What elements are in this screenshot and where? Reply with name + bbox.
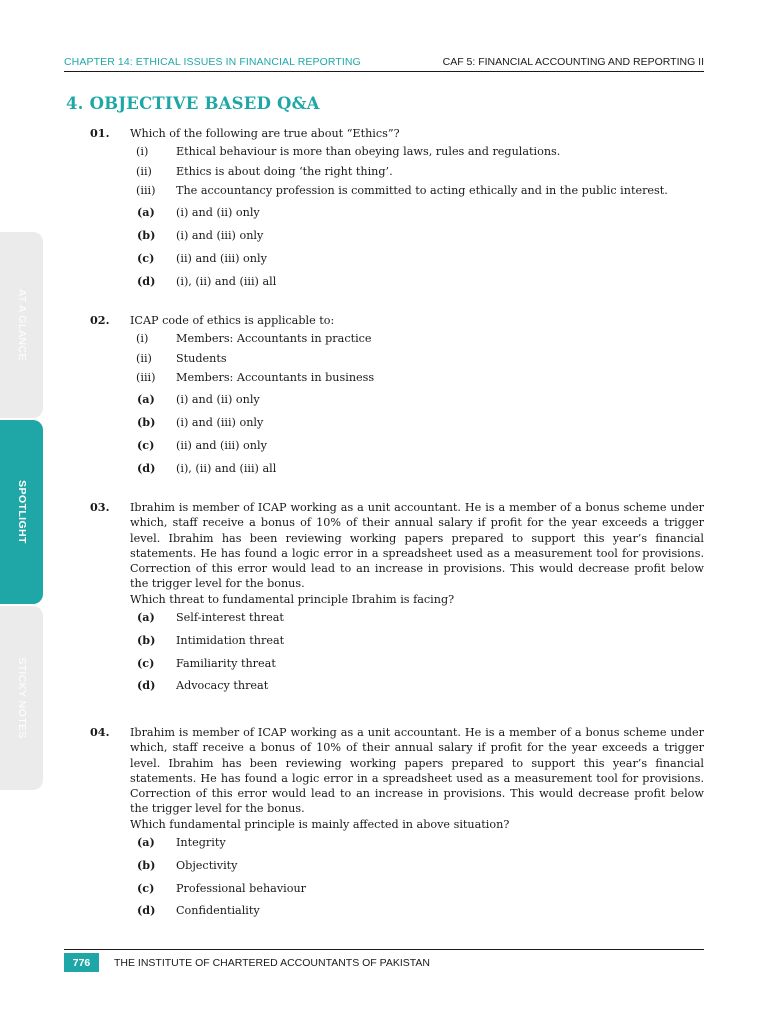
statement-label: (iii) (136, 183, 156, 197)
option-label: (d) (137, 678, 156, 693)
footer-institute: THE INSTITUTE OF CHARTERED ACCOUNTANTS OF PAKISTAN (114, 957, 430, 969)
option-item[interactable] (130, 835, 704, 858)
course-title: CAF 5: FINANCIAL ACCOUNTING AND REPORTING II (442, 56, 704, 68)
page-number: 776 (64, 953, 99, 972)
option-text: (i) and (ii) only (176, 393, 260, 407)
question-number: 02. (90, 313, 110, 327)
option-text: Advocacy threat (176, 679, 269, 693)
statement-label: (ii) (136, 164, 152, 178)
statement-text: Ethics is about doing ‘the right thing’. (176, 164, 393, 178)
chapter-title: CHAPTER 14: ETHICAL ISSUES IN FINANCIAL REPORTING (64, 56, 361, 68)
option-item[interactable] (130, 205, 704, 228)
option-label: (d) (137, 273, 156, 288)
option-list (130, 835, 704, 926)
option-label: (b) (137, 227, 156, 242)
question-text: Which of the following are true about “Ethics”? (130, 127, 400, 140)
option-item[interactable] (130, 392, 704, 415)
header-divider (64, 71, 704, 72)
option-label: (c) (137, 437, 155, 452)
option-label: (a) (137, 392, 155, 407)
question-02 (90, 313, 704, 483)
footer-divider (64, 949, 704, 950)
statement-text: Members: Accountants in practice (176, 332, 372, 346)
side-tab-label: STICKY NOTES (15, 657, 28, 739)
option-list (130, 392, 704, 483)
option-label: (c) (137, 880, 155, 895)
question-03 (90, 500, 704, 701)
option-label: (b) (137, 414, 156, 429)
question-text: ICAP code of ethics is applicable to: (130, 314, 335, 327)
statement-item (130, 370, 704, 389)
option-label: (a) (137, 205, 155, 220)
page-header (64, 56, 704, 70)
question-prompt: Which threat to fundamental principle Ibrahim is facing? (130, 592, 455, 606)
question-04 (90, 725, 704, 926)
side-tab-spotlight[interactable] (0, 420, 43, 604)
statement-list (130, 144, 704, 202)
option-text: Professional behaviour (176, 881, 307, 895)
option-text: (i) and (iii) only (176, 228, 264, 242)
option-text: Integrity (176, 836, 226, 850)
option-item[interactable] (130, 903, 704, 926)
question-01 (90, 126, 704, 296)
statement-label: (ii) (136, 351, 152, 365)
option-item[interactable] (130, 251, 704, 274)
option-item[interactable] (130, 678, 704, 701)
option-label: (c) (137, 250, 155, 265)
option-text: (i) and (iii) only (176, 415, 264, 429)
question-number: 03. (90, 500, 110, 514)
statement-item (130, 351, 704, 370)
side-tab-label: AT A GLANCE (15, 289, 28, 361)
option-list (130, 610, 704, 701)
option-item[interactable] (130, 858, 704, 881)
option-text: Intimidation threat (176, 633, 285, 647)
option-label: (c) (137, 655, 155, 670)
option-text: Objectivity (176, 858, 238, 872)
statement-text: Members: Accountants in business (176, 370, 375, 384)
side-tab-at-a-glance[interactable] (0, 232, 43, 418)
statement-text: Ethical behaviour is more than obeying laws, rules and regulations. (176, 145, 561, 159)
side-tab-label: SPOTLIGHT (15, 480, 28, 544)
side-tab-sticky-notes[interactable] (0, 606, 43, 790)
option-item[interactable] (130, 461, 704, 484)
option-label: (b) (137, 857, 156, 872)
option-text: Familiarity threat (176, 656, 276, 670)
option-label: (d) (137, 460, 156, 475)
option-label: (d) (137, 903, 156, 918)
statement-item (130, 331, 704, 350)
option-text: (i) and (ii) only (176, 206, 260, 220)
statement-text: The accountancy profession is committed to acting ethically and in the public interest. (176, 183, 668, 197)
option-item[interactable] (130, 656, 704, 679)
option-text: Confidentiality (176, 904, 260, 918)
statement-label: (iii) (136, 370, 156, 384)
statement-item (130, 183, 704, 202)
statement-item (130, 164, 704, 183)
option-item[interactable] (130, 415, 704, 438)
option-text: (ii) and (iii) only (176, 438, 267, 452)
option-item[interactable] (130, 228, 704, 251)
question-text: Ibrahim is member of ICAP working as a unit accountant. He is a member of a bonus scheme under which, staff receive a bonus of 10% of their annual salary if profit for the year exceeds a trigger level. Ibrahim has been reviewing working papers prepared to support this year’s financial statements. He has found a logic error in a spreadsheet used as a measurement tool for provisions. Correction of this error would lead to an increase in provisions. This would decrease profit below the trigger level for the bonus. (130, 726, 704, 816)
option-item[interactable] (130, 633, 704, 656)
statement-label: (i) (136, 332, 149, 346)
option-item[interactable] (130, 881, 704, 904)
option-label: (a) (137, 835, 155, 850)
option-text: (i), (ii) and (iii) all (176, 274, 277, 288)
section-title: 4. OBJECTIVE BASED Q&A (66, 94, 320, 113)
statement-item (130, 144, 704, 163)
option-text: Self-interest threat (176, 611, 284, 625)
statement-list (130, 331, 704, 389)
option-item[interactable] (130, 610, 704, 633)
statement-label: (i) (136, 145, 149, 159)
option-text: (ii) and (iii) only (176, 251, 267, 265)
option-item[interactable] (130, 438, 704, 461)
question-prompt: Which fundamental principle is mainly affected in above situation? (130, 817, 510, 831)
option-label: (b) (137, 632, 156, 647)
statement-text: Students (176, 351, 227, 365)
option-label: (a) (137, 610, 155, 625)
option-item[interactable] (130, 274, 704, 297)
question-text: Ibrahim is member of ICAP working as a unit accountant. He is a member of a bonus scheme under which, staff receive a bonus of 10% of their annual salary if profit for the year exceeds a trigger level. Ibrahim has been reviewing working papers prepared to support this year’s financial statements. He has found a logic error in a spreadsheet used as a measurement tool for provisions. Correction of this error would lead to an increase in provisions. This would decrease profit below the trigger level for the bonus. (130, 501, 704, 591)
option-text: (i), (ii) and (iii) all (176, 461, 277, 475)
question-number: 01. (90, 126, 110, 140)
question-number: 04. (90, 725, 110, 739)
option-list (130, 205, 704, 296)
